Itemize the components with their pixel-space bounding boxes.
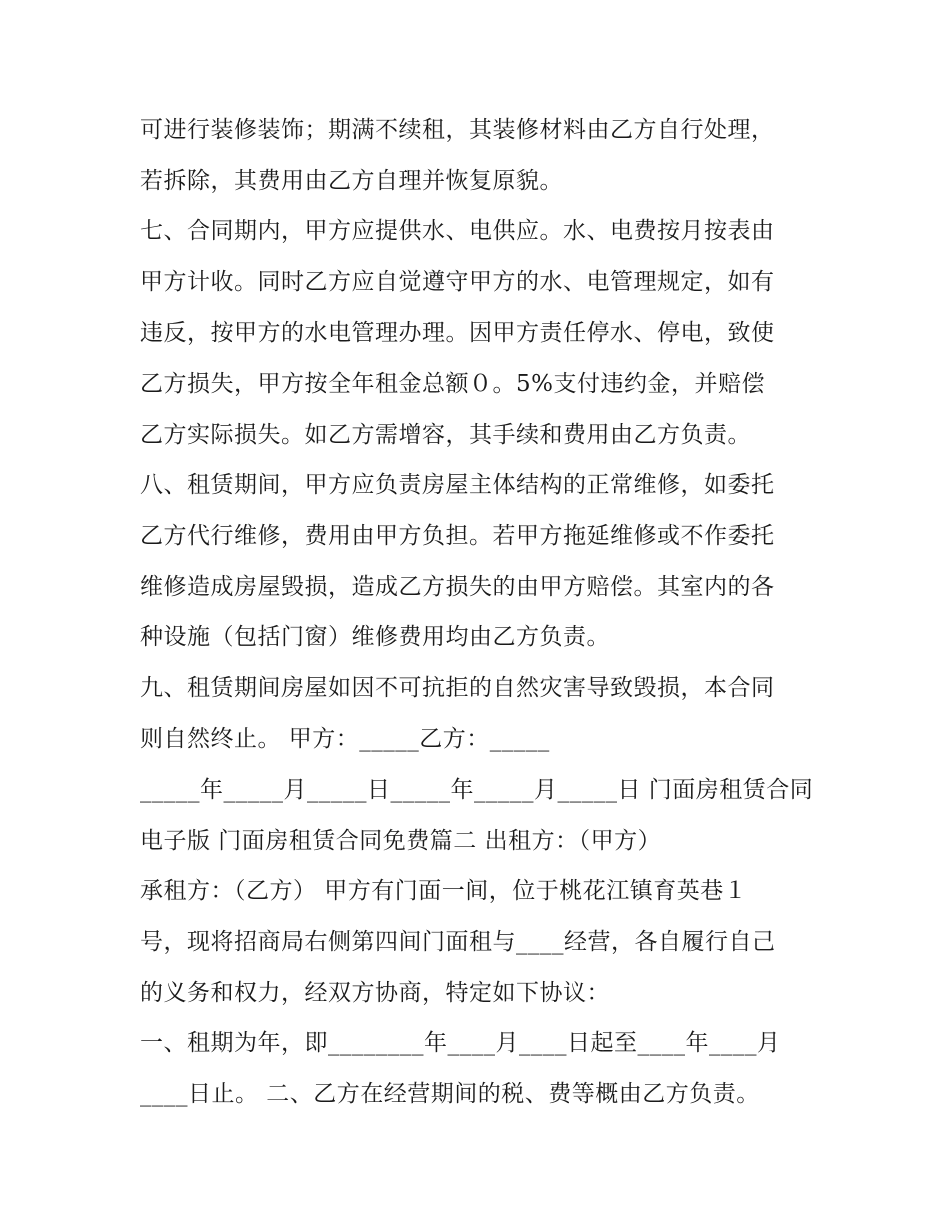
- clause-8-line: 八、租赁期间，甲方应负责房屋主体结构的正常维修，如委托: [140, 472, 775, 498]
- date-line: _____年_____月_____日_____年_____月_____日 门面房租赁合同: [140, 777, 814, 803]
- text-line: 号，现将招商局右侧第四间门面租与____经营，各自履行自己: [140, 929, 776, 955]
- clause-1-line: 一、租期为年，即________年____月____日起至____年____月: [140, 1030, 781, 1056]
- text-line: 的义务和权力，经双方协商，特定如下协议：: [140, 980, 610, 1006]
- text-line: 种设施（包括门窗）维修费用均由乙方负责。: [140, 624, 610, 650]
- signature-line: 则自然终止。 甲方：_____乙方：_____: [140, 726, 550, 752]
- text-line: 维修造成房屋毁损，造成乙方损失的由甲方赔偿。其室内的各: [140, 574, 775, 600]
- text-line: 乙方代行维修，费用由甲方负担。若甲方拖延维修或不作委托: [140, 523, 775, 549]
- text-line: 乙方实际损失。如乙方需增容，其手续和费用由乙方负责。: [140, 422, 751, 448]
- text-line: 若拆除，其费用由乙方自理并恢复原貌。: [140, 168, 563, 194]
- text-line: 违反，按甲方的水电管理办理。因甲方责任停水、停电，致使: [140, 320, 775, 346]
- lessee-line: 承租方：（乙方） 甲方有门面一间，位于桃花江镇育英巷１: [140, 878, 748, 904]
- text-line: 乙方损失，甲方按全年租金总额０。5%支付违约金，并赔偿: [140, 371, 765, 397]
- section-title-line: 电子版 门面房租赁合同免费篇二 出租方：（甲方）: [140, 828, 662, 854]
- clause-2-line: ____日止。 二、乙方在经营期间的税、费等概由乙方负责。: [140, 1081, 760, 1107]
- text-line: 可进行装修装饰；期满不续租，其装修材料由乙方自行处理，: [140, 117, 775, 143]
- clause-9-line: 九、租赁期间房屋如因不可抗拒的自然灾害导致毁损，本合同: [140, 675, 775, 701]
- text-line: 甲方计收。同时乙方应自觉遵守甲方的水、电管理规定，如有: [140, 269, 775, 295]
- clause-7-line: 七、合同期内，甲方应提供水、电供应。水、电费按月按表由: [140, 218, 775, 244]
